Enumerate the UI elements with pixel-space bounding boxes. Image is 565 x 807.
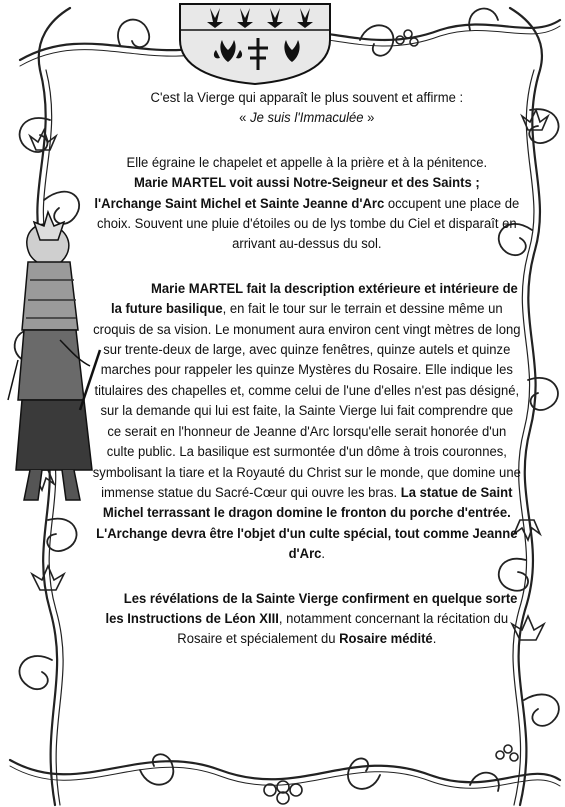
paragraph-revelations: Les révélations de la Sainte Vierge confirment en quelque sorte les Instructions de Léon XIII, notamment concernant la récitation du Rosaire et spécialement du Rosaire médité. — [105, 590, 518, 648]
article-text — [92, 88, 522, 650]
immaculate-quote: Je suis l'Immaculée — [250, 110, 364, 127]
knight-figure-icon — [8, 212, 100, 500]
heraldic-shield-icon — [180, 4, 330, 84]
paragraph-intro: C'est la Vierge qui apparaît le plus souvent et affirme : « Je suis l'Immaculée » — [150, 90, 464, 127]
paragraph-chapelet: Elle égraine le chapelet et appelle à la prière et à la pénitence. Marie MARTEL voit aussi Notre-Seigneur et des Saints ; l'Archange Saint Michel et Sainte Jeanne d'Arc occupent une place de choix. Souvent une pluie d'étoiles ou de lys tombe du Ciel et disparaît en arrivant au-dessus du sol. — [94, 154, 520, 253]
paragraph-basilique: Marie MARTEL fait la description extérieure et intérieure de la future basilique, en fait le tour sur le terrain et dessine même un croquis de sa vision. Le monument aura environ cent vingt mètres de long sur trente-deux de large, avec quinze fenêtres, quinze autels et quinze marches pour rappeler les quinze Mystères du Rosaire. Elle indique les titulaires des chapelles et, comme celui de l'une d'elles n'est pas désigné, sur la demande qui lui est faite, la Sainte Vierge lui fait comprendre que ce serait en l'honneur de Jeanne d'Arc lorsqu'elle serait honorée d'un culte public. La basilique est surmontée d'un dôme à trois couronnes, symbolisant la tiare et la Royauté du Christ sur le monde, que domine une immense statue du Sacré-Cœur qui ouvre les bras. La statue de Saint Michel terrassant le dragon domine le fronton du porche d'entrée. L'Archange devra être l'objet d'un culte spécial, tout comme Jeanne d'Arc. — [92, 280, 521, 563]
intro-line: C'est la Vierge qui apparaît le plus souvent et affirme : — [150, 90, 464, 106]
